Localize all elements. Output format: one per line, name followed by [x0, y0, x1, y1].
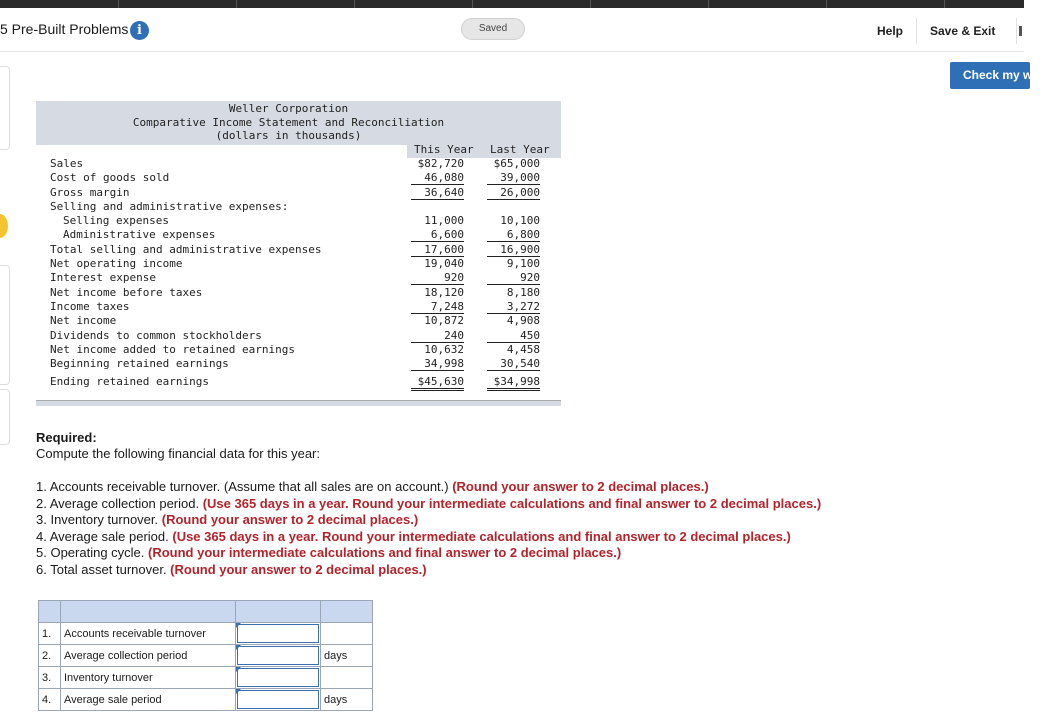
statement-row	[36, 314, 561, 328]
requirement-note: (Round your answer to 2 decimal places.)	[452, 479, 709, 494]
answer-input-cell	[236, 667, 321, 689]
requirement-note: (Round your intermediate calculations and final answer to 2 decimal places.)	[148, 545, 622, 561]
requirements-list	[36, 479, 1016, 579]
row-label: Total selling and administrative expenses	[50, 243, 322, 256]
row-label: Net income before taxes	[50, 286, 203, 299]
statement-row	[36, 257, 561, 271]
requirement-text: 2. Average collection period.	[36, 495, 203, 511]
statement-row	[36, 300, 561, 314]
statement-row	[36, 243, 561, 257]
statement-units: (dollars in thousands)	[215, 129, 362, 142]
row-label: Sales	[50, 157, 84, 170]
this-year-value: 920	[411, 271, 464, 285]
header-cell	[61, 601, 236, 623]
row-label: Selling expenses	[63, 214, 169, 227]
statement-row	[36, 186, 561, 200]
statement-row	[36, 157, 561, 171]
row-label: Net income	[50, 314, 117, 327]
answer-input-cell	[236, 623, 321, 645]
statement-scrollbar[interactable]	[36, 400, 561, 406]
last-year-value: $34,998	[487, 375, 540, 391]
statement-row	[36, 286, 561, 300]
toolbar-divider	[472, 0, 473, 8]
check-my-work-button[interactable]: Check my work	[950, 62, 1030, 89]
statement-row	[36, 357, 561, 371]
answer-input-cell	[236, 645, 321, 667]
company-name: Weller Corporation	[228, 102, 349, 115]
toolbar-divider	[354, 0, 355, 8]
inventory-turnover-input[interactable]	[237, 668, 319, 687]
answer-table-header	[39, 601, 373, 623]
row-label: Interest expense	[50, 271, 156, 284]
this-year-value: 34,998	[411, 357, 464, 371]
requirement-text: 4. Average sale period.	[36, 528, 173, 544]
this-year-value: $82,720	[417, 157, 464, 170]
answer-row	[39, 689, 373, 711]
answer-number: 2.	[39, 645, 61, 667]
row-label: Selling and administrative expenses:	[50, 200, 289, 213]
answer-unit: days	[321, 689, 373, 711]
this-year-value: 10,632	[424, 343, 464, 356]
avg-collection-period-input[interactable]	[237, 646, 319, 665]
answer-number: 1.	[39, 623, 61, 645]
answer-row	[39, 623, 373, 645]
statement-row	[36, 343, 561, 357]
statement-header	[36, 101, 561, 145]
last-year-value: 39,000	[487, 171, 540, 185]
last-year-value: 4,908	[506, 314, 540, 327]
question-nav-tab[interactable]	[0, 265, 10, 385]
statement-row	[36, 375, 561, 393]
ar-turnover-input[interactable]	[237, 624, 319, 643]
this-year-value: 17,600	[411, 243, 464, 257]
toolbar-divider	[236, 0, 237, 8]
col-header-last-year: Last Year	[490, 143, 550, 156]
answer-number: 3.	[39, 667, 61, 689]
input-flag-icon	[236, 645, 241, 650]
requirement-item	[36, 529, 1016, 546]
last-year-value: 10,100	[500, 214, 540, 227]
toolbar-divider	[118, 0, 119, 8]
requirement-note: (Use 365 days in a year. Round your intermediate calculations and final answer to 2 decimal places.)	[172, 528, 791, 544]
answer-unit: days	[321, 645, 373, 667]
answer-label: Average sale period	[61, 689, 236, 711]
income-statement	[36, 101, 561, 406]
requirement-item	[36, 496, 1016, 513]
requirement-note: (Use 365 days in a year. Round your intermediate calculations and final answer to 2 decimal places.)	[202, 495, 822, 511]
last-year-value: 9,100	[506, 257, 540, 270]
requirement-item	[36, 562, 1016, 579]
answer-unit	[321, 667, 373, 689]
help-button[interactable]: Help	[877, 24, 904, 38]
avg-sale-period-input[interactable]	[237, 690, 319, 709]
requirement-text: 5. Operating cycle.	[36, 545, 148, 561]
row-label: Net income added to retained earnings	[50, 343, 296, 356]
row-label: Cost of goods sold	[50, 171, 170, 184]
statement-title: Comparative Income Statement and Reconciliation	[132, 116, 445, 129]
requirement-note: (Round your answer to 2 decimal places.)	[170, 561, 427, 577]
this-year-value: 36,640	[411, 186, 464, 200]
statement-row	[36, 214, 561, 228]
row-label: Dividends to common stockholders	[50, 329, 262, 342]
header-cell	[321, 601, 373, 623]
last-year-value: 6,800	[487, 228, 540, 242]
this-year-value: 19,040	[424, 257, 464, 270]
answer-label: Average collection period	[61, 645, 236, 667]
row-label: Income taxes	[50, 300, 130, 313]
row-label: Administrative expenses	[63, 228, 216, 241]
answer-label: Accounts receivable turnover	[61, 623, 236, 645]
header-divider	[1016, 18, 1017, 44]
this-year-value: 11,000	[424, 214, 464, 227]
page-title: 5 Pre-Built Problems	[0, 21, 129, 37]
question-indicator-dot[interactable]	[0, 214, 8, 238]
statement-row	[36, 228, 561, 242]
save-exit-button[interactable]: Save & Exit	[930, 24, 996, 38]
statement-row	[36, 200, 561, 214]
statement-row	[36, 271, 561, 285]
header-cell	[39, 601, 61, 623]
required-intro: Compute the following financial data for this year:	[36, 446, 320, 461]
statement-row	[36, 171, 561, 185]
last-year-value: 30,540	[487, 357, 540, 371]
requirement-text: 1. Accounts receivable turnover. (Assume that all sales are on account.)	[36, 479, 453, 494]
toolbar-divider	[708, 0, 709, 8]
input-flag-icon	[236, 689, 241, 694]
header-divider	[916, 18, 917, 44]
input-flag-icon	[236, 667, 241, 672]
answer-unit	[321, 623, 373, 645]
this-year-value: 240	[411, 329, 464, 343]
required-heading: Required:	[36, 430, 97, 445]
answer-label: Inventory turnover	[61, 667, 236, 689]
answer-number: 4.	[39, 689, 61, 711]
answer-row	[39, 667, 373, 689]
this-year-value: 6,600	[411, 228, 464, 242]
last-year-value: 8,180	[506, 286, 540, 299]
requirement-note: (Round your answer to 2 decimal places.)	[161, 512, 419, 528]
statement-row	[36, 329, 561, 343]
submit-button-edge[interactable]	[1019, 26, 1022, 36]
this-year-value: 18,120	[424, 286, 464, 299]
this-year-value: 7,248	[411, 300, 464, 314]
row-label: Net operating income	[50, 257, 183, 270]
answer-input-cell	[236, 689, 321, 711]
assignment-header	[0, 8, 1024, 52]
last-year-value: 3,272	[487, 300, 540, 314]
requirement-item	[36, 545, 1016, 562]
input-flag-icon	[236, 623, 241, 628]
requirement-text: 3. Inventory turnover.	[36, 512, 162, 528]
last-year-value: 4,458	[506, 343, 540, 356]
row-label: Beginning retained earnings	[50, 357, 229, 370]
toolbar-divider	[826, 0, 827, 8]
question-nav-tab[interactable]	[0, 66, 10, 150]
last-year-value: 450	[487, 329, 540, 343]
last-year-value: 920	[487, 271, 540, 285]
this-year-value: 10,872	[424, 314, 464, 327]
this-year-value: 46,080	[411, 171, 464, 185]
answer-row	[39, 645, 373, 667]
toolbar-divider	[590, 0, 591, 8]
saved-status-badge: Saved	[461, 18, 525, 40]
col-header-this-year: This Year	[414, 143, 474, 156]
this-year-value: $45,630	[411, 375, 464, 391]
info-icon[interactable]: i	[130, 21, 149, 40]
last-year-value: $65,000	[493, 157, 540, 170]
requirement-item	[36, 512, 1016, 529]
top-toolbar-strip	[0, 0, 1024, 8]
requirement-text: 6. Total asset turnover.	[36, 561, 171, 577]
toolbar-divider	[944, 0, 945, 8]
requirement-item	[36, 479, 1016, 496]
question-nav-tab[interactable]	[0, 389, 10, 445]
last-year-value: 16,900	[487, 243, 540, 257]
answer-table	[38, 600, 373, 711]
last-year-value: 26,000	[487, 186, 540, 200]
header-cell	[236, 601, 321, 623]
row-label: Ending retained earnings	[50, 375, 209, 388]
row-label: Gross margin	[50, 186, 130, 199]
